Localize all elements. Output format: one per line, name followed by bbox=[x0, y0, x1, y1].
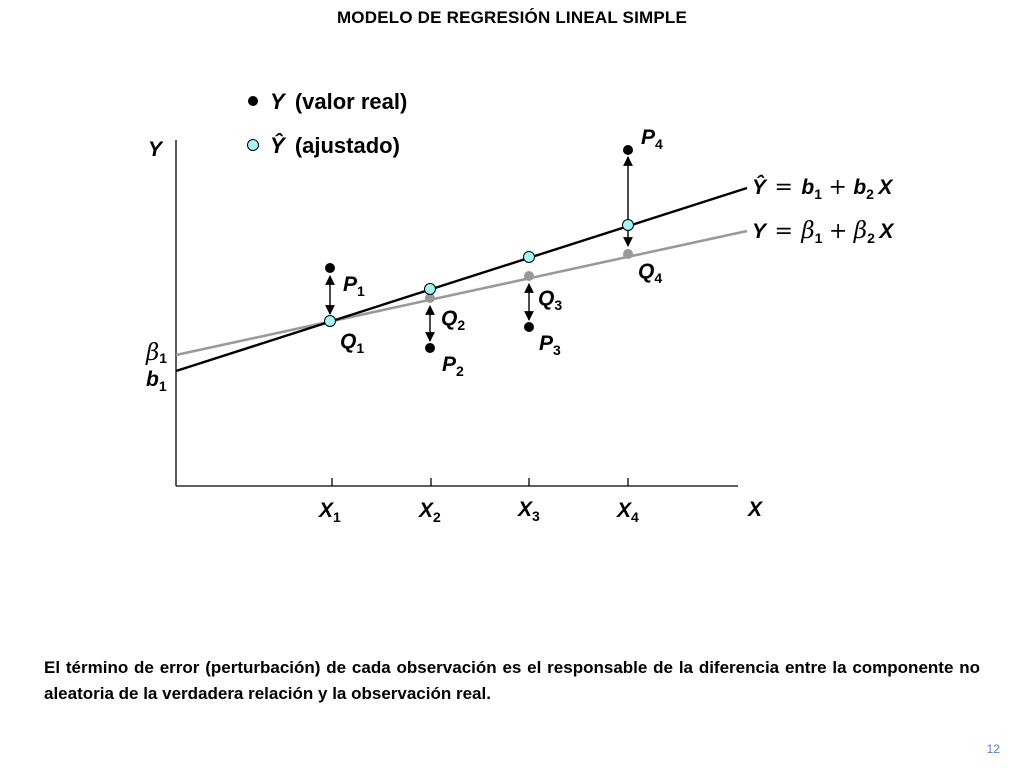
slide-title: MODELO DE REGRESIÓN LINEAL SIMPLE bbox=[336, 8, 688, 27]
true-point-q4 bbox=[623, 249, 633, 259]
y-axis-label: Y bbox=[148, 138, 163, 161]
x-tick-label-1: X1 bbox=[319, 499, 341, 525]
true-regression-line bbox=[176, 231, 747, 355]
fitted-point-3 bbox=[524, 252, 535, 263]
real-point-p1 bbox=[325, 263, 335, 273]
real-point-p4 bbox=[623, 145, 633, 155]
true-point-q3 bbox=[524, 271, 534, 281]
page-number: 12 bbox=[986, 742, 1000, 756]
point-label-q4: Q4 bbox=[638, 260, 663, 286]
x-axis-label: X bbox=[748, 498, 763, 521]
real-point-p3 bbox=[524, 322, 534, 332]
legend-fitted-label: Ŷ (ajustado) bbox=[270, 133, 400, 158]
x-tick-label-3: X3 bbox=[518, 498, 540, 524]
legend-fitted-marker bbox=[248, 140, 259, 151]
real-point-p2 bbox=[425, 343, 435, 353]
point-label-p3: P3 bbox=[539, 332, 561, 358]
b1-intercept-label: b1 bbox=[146, 368, 167, 394]
beta1-intercept-label: β1 bbox=[146, 340, 168, 366]
fitted-point-2 bbox=[425, 284, 436, 295]
point-label-p2: P2 bbox=[442, 353, 464, 379]
x-tick-label-2: X2 bbox=[419, 499, 441, 525]
point-label-q2: Q2 bbox=[441, 307, 466, 333]
legend-real-marker bbox=[248, 96, 258, 106]
x-tick-marks bbox=[332, 478, 628, 486]
point-label-p1: P1 bbox=[343, 273, 365, 299]
legend-real-label: Y (valor real) bbox=[270, 89, 408, 114]
fitted-line-equation: Ŷ = b1 + b2 X bbox=[752, 175, 893, 202]
x-tick-label-4: X4 bbox=[617, 499, 639, 525]
fitted-point-1 bbox=[325, 316, 336, 327]
point-label-q3: Q3 bbox=[538, 287, 563, 313]
point-label-q1: Q1 bbox=[340, 330, 365, 356]
point-label-p4: P4 bbox=[641, 126, 663, 152]
caption-text: El término de error (perturbación) de cada observación es el responsable de la diferencia entre la componente no aleatoria de la verdadera relación y la observación real. bbox=[44, 658, 980, 703]
fitted-point-4 bbox=[623, 220, 634, 231]
true-line-equation: Y = β1 + β2 X bbox=[752, 218, 894, 246]
